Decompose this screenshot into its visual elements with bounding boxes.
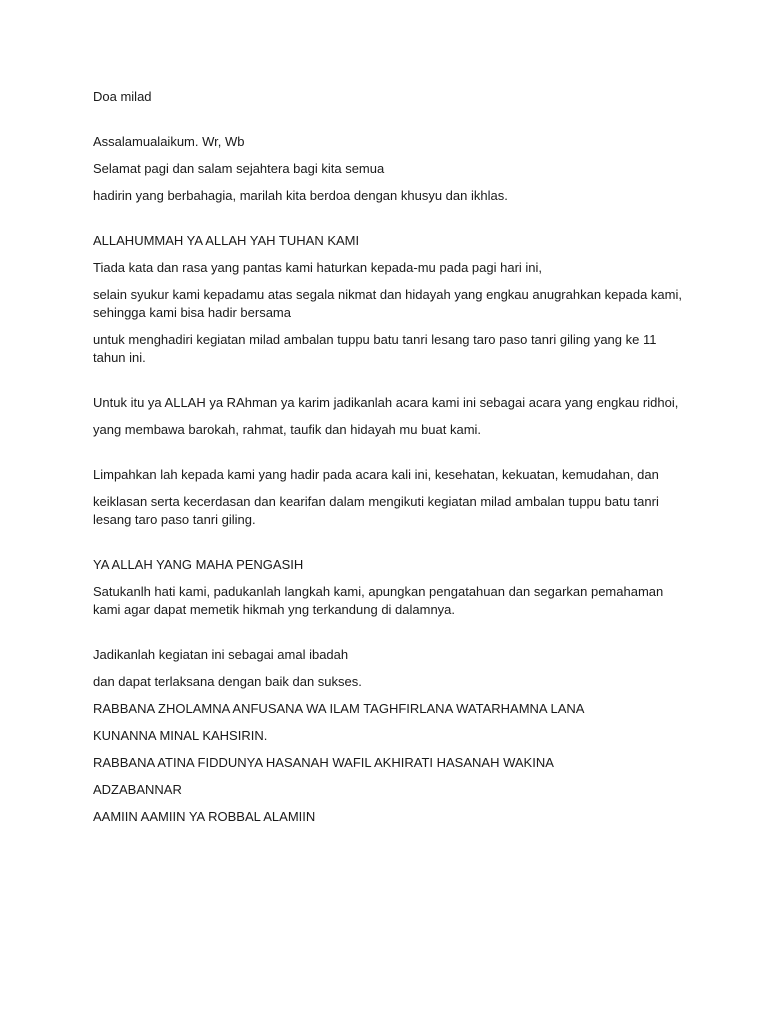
paragraph: ADZABANNAR [93,782,182,797]
paragraph: Assalamualaikum. Wr, Wb [93,134,245,149]
paragraph: KUNANNA MINAL KAHSIRIN. [93,728,268,743]
paragraph: Satukanlh hati kami, padukanlah langkah kami, apungkan pengatahuan dan segarkan pemahaman kami agar dapat memetik hikmah yng terkandung di dalamnya. [93,584,664,617]
paragraph: Limpahkan lah kepada kami yang hadir pada acara kali ini, kesehatan, kekuatan, kemudahan, dan [93,467,659,482]
paragraph: Untuk itu ya ALLAH ya RAhman ya karim jadikanlah acara kami ini sebagai acara yang engkau ridhoi, [93,395,679,410]
blank-line [93,214,683,232]
paragraph: YA ALLAH YANG MAHA PENGASIH [93,557,304,572]
blank-line [93,115,683,133]
document-body [93,88,683,835]
paragraph: AAMIIN AAMIIN YA ROBBAL ALAMIIN [93,809,316,824]
paragraph: hadirin yang berbahagia, marilah kita berdoa dengan khusyu dan ikhlas. [93,188,508,203]
blank-line [93,448,683,466]
paragraph: yang membawa barokah, rahmat, taufik dan hidayah mu buat kami. [93,422,482,437]
paragraph: keiklasan serta kecerdasan dan kearifan dalam mengikuti kegiatan milad ambalan tuppu batu tanri lesang taro paso tanri giling. [93,494,659,527]
paragraph: RABBANA ATINA FIDDUNYA HASANAH WAFIL AKHIRATI HASANAH WAKINA [93,755,554,770]
paragraph: Tiada kata dan rasa yang pantas kami haturkan kepada-mu pada pagi hari ini, [93,260,543,275]
paragraph: ALLAHUMMAH YA ALLAH YAH TUHAN KAMI [93,233,360,248]
blank-line [93,628,683,646]
blank-line [93,538,683,556]
paragraph: Jadikanlah kegiatan ini sebagai amal ibadah [93,647,349,662]
paragraph: RABBANA ZHOLAMNA ANFUSANA WA ILAM TAGHFIRLANA WATARHAMNA LANA [93,701,585,716]
blank-line [93,376,683,394]
paragraph: untuk menghadiri kegiatan milad ambalan tuppu batu tanri lesang taro paso tanri giling yang ke 11 tahun ini. [93,332,657,365]
paragraph: dan dapat terlaksana dengan baik dan sukses. [93,674,362,689]
paragraph: Selamat pagi dan salam sejahtera bagi kita semua [93,161,385,176]
document-title: Doa milad [93,89,152,104]
paragraph: selain syukur kami kepadamu atas segala nikmat dan hidayah yang engkau anugrahkan kepada kami, sehingga kami bisa hadir bersama [93,287,682,320]
